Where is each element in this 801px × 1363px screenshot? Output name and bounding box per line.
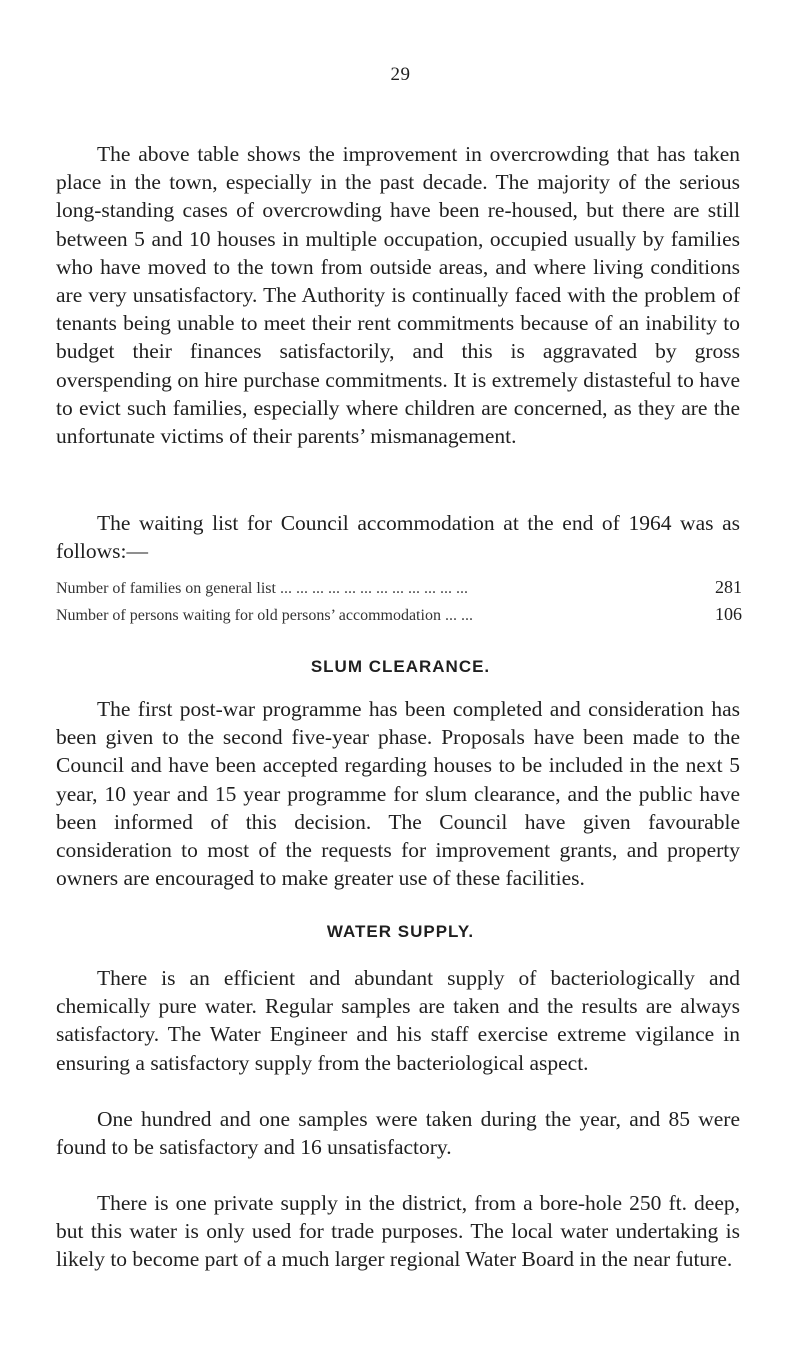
waiting-list-intro: The waiting list for Council accommodation at the end of 1964 was as follows:— bbox=[56, 511, 740, 564]
overcrowding-paragraph: The above table shows the improvement in overcrowding that has taken place in the town, especially in the past decade. The majority of the serious long-standing cases of overcrowding have been re-housed, but there are still between 5 and 10 houses in multiple occupation, occupied usually by families who have moved to the town from outside areas, and where living conditions are very unsatisfactory. The Authority is continually faced with the problem of tenants being unable to meet their rent commitments because of an inability to budget their finances satisfactorily, and this is aggravated by gross overspending on hire purchase commitments. It is extremely distasteful to have to evict such families, especially where children are concerned, as they are the unfortunate victims of their parents’ mismanagement. bbox=[56, 142, 740, 449]
leader-dots: ... ... ... ... ... ... ... ... ... ... ... ... bbox=[279, 580, 468, 597]
waiting-list-label: Number of families on general list bbox=[56, 580, 276, 597]
waiting-list-value: 106 bbox=[715, 604, 742, 624]
waiting-list-row-families bbox=[56, 577, 742, 598]
samples-paragraph: One hundred and one samples were taken during the year, and 85 were found to be satisfactory and 16 unsatisfactory. bbox=[56, 1107, 740, 1160]
slum-clearance-heading: SLUM CLEARANCE. bbox=[310, 657, 491, 676]
waiting-list-value: 281 bbox=[715, 577, 742, 597]
waiting-list-label: Number of persons waiting for old persons’ accommodation bbox=[56, 607, 441, 624]
leader-dots: ... ... bbox=[444, 607, 473, 624]
water-supply-heading: WATER SUPPLY. bbox=[326, 922, 475, 941]
water-quality-paragraph: There is an efficient and abundant supply of bacteriologically and chemically pure water. Regular samples are taken and the results are always satisfactory. The Water Engineer and his staff exercise extreme vigilance in ensuring a satisfactory supply from the bacteriological aspect. bbox=[56, 966, 740, 1075]
private-supply-paragraph: There is one private supply in the district, from a bore-hole 250 ft. deep, but this water is only used for trade purposes. The local water undertaking is likely to become part of a much larger regional Water Board in the near future. bbox=[56, 1191, 740, 1272]
page-number: 29 bbox=[390, 64, 411, 85]
slum-clearance-paragraph: The first post-war programme has been completed and consideration has been given to the second five-year phase. Proposals have been made to the Council and have been accepted regarding houses to be included in the next 5 year, 10 year and 15 year programme for slum clearance, and the public have been informed of this decision. The Council have given favourable consideration to most of the requests for improvement grants, and property owners are encouraged to make greater use of these facilities. bbox=[56, 697, 740, 891]
waiting-list-row-old-persons bbox=[56, 604, 742, 625]
